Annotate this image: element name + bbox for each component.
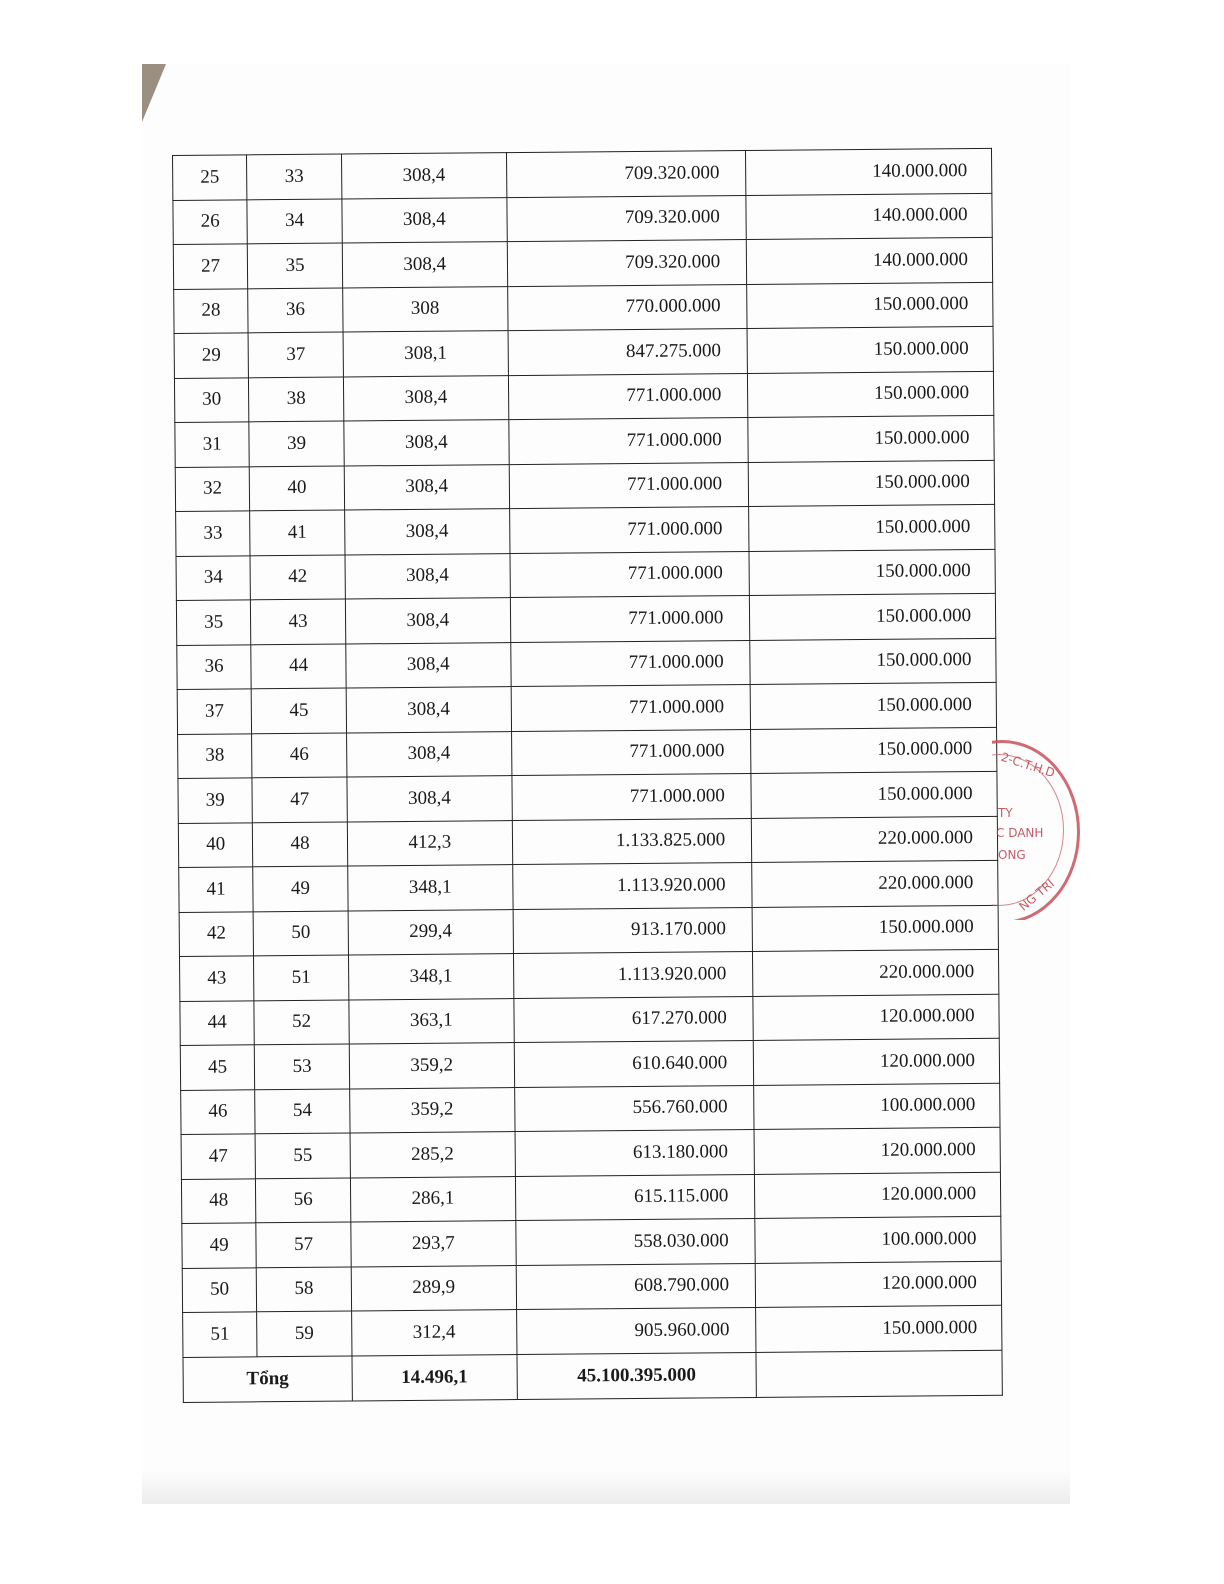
table-row bbox=[183, 1305, 1002, 1357]
lot-number: 35 bbox=[248, 243, 343, 288]
lot-number: 38 bbox=[249, 377, 344, 422]
table-row bbox=[182, 1261, 1001, 1313]
row-number: 30 bbox=[174, 377, 249, 422]
seal-text-line: 2-C.T.H.D bbox=[999, 749, 1057, 781]
row-number: 35 bbox=[176, 600, 251, 645]
lot-deposit: 100.000.000 bbox=[754, 1083, 1000, 1130]
lot-price: 771.000.000 bbox=[509, 506, 749, 553]
total-label: Tổng bbox=[183, 1355, 352, 1401]
table-row bbox=[181, 1172, 1000, 1224]
lot-area: 308,4 bbox=[346, 731, 511, 777]
lot-deposit: 150.000.000 bbox=[752, 905, 998, 952]
lot-price: 1.113.920.000 bbox=[513, 951, 753, 998]
total-price: 45.100.395.000 bbox=[517, 1352, 757, 1399]
lot-price: 709.320.000 bbox=[507, 239, 747, 286]
lot-number: 59 bbox=[257, 1311, 352, 1356]
row-number: 31 bbox=[175, 422, 250, 467]
lot-area: 308,4 bbox=[344, 509, 509, 555]
lot-deposit: 120.000.000 bbox=[755, 1261, 1001, 1308]
lot-deposit: 140.000.000 bbox=[746, 193, 992, 240]
lot-area: 412,3 bbox=[347, 820, 512, 866]
lot-area: 348,1 bbox=[348, 865, 513, 911]
row-number: 44 bbox=[180, 1000, 255, 1045]
lot-number: 43 bbox=[251, 599, 346, 644]
table-row bbox=[174, 326, 993, 378]
lot-number: 57 bbox=[256, 1222, 351, 1267]
lot-area: 363,1 bbox=[349, 998, 514, 1044]
lot-price: 1.133.825.000 bbox=[512, 818, 752, 865]
row-number: 50 bbox=[182, 1267, 257, 1312]
row-number: 48 bbox=[181, 1178, 256, 1223]
table-row bbox=[178, 771, 997, 823]
table-row bbox=[179, 905, 998, 957]
lot-price: 709.320.000 bbox=[506, 150, 746, 197]
table-row bbox=[174, 282, 993, 334]
lot-price: 847.275.000 bbox=[508, 328, 748, 375]
row-number: 36 bbox=[177, 644, 252, 689]
lot-area: 359,2 bbox=[349, 1043, 514, 1089]
table-row bbox=[181, 1083, 1000, 1135]
lot-number: 53 bbox=[255, 1044, 350, 1089]
lot-number: 41 bbox=[250, 510, 345, 555]
table-row bbox=[176, 593, 995, 645]
lot-deposit: 220.000.000 bbox=[752, 816, 998, 863]
lot-number: 37 bbox=[248, 332, 343, 377]
total-row bbox=[183, 1350, 1002, 1402]
lot-area: 308,1 bbox=[343, 331, 508, 377]
lot-price: 617.270.000 bbox=[514, 996, 754, 1043]
lot-deposit: 150.000.000 bbox=[751, 727, 997, 774]
seal-text-line: ONG bbox=[998, 848, 1026, 862]
lot-deposit: 100.000.000 bbox=[755, 1216, 1001, 1263]
lot-deposit: 120.000.000 bbox=[755, 1172, 1001, 1219]
lot-price: 613.180.000 bbox=[515, 1129, 755, 1176]
row-number: 41 bbox=[179, 867, 254, 912]
lot-price: 913.170.000 bbox=[513, 907, 753, 954]
lot-area: 308,4 bbox=[341, 153, 506, 199]
lot-price: 1.113.920.000 bbox=[512, 862, 752, 909]
lot-price: 771.000.000 bbox=[510, 640, 750, 687]
lot-price: 771.000.000 bbox=[512, 773, 752, 820]
lot-deposit: 120.000.000 bbox=[753, 1038, 999, 1085]
total-area: 14.496,1 bbox=[352, 1354, 517, 1400]
lot-area: 308,4 bbox=[343, 375, 508, 421]
lot-deposit: 150.000.000 bbox=[750, 593, 996, 640]
table-row bbox=[177, 682, 996, 734]
table-row bbox=[181, 1127, 1000, 1179]
lot-area: 308,4 bbox=[342, 197, 507, 243]
lot-number: 47 bbox=[252, 777, 347, 822]
total-deposit bbox=[756, 1350, 1002, 1397]
lot-deposit: 150.000.000 bbox=[748, 371, 994, 418]
lot-area: 308,4 bbox=[346, 642, 511, 688]
row-number: 34 bbox=[176, 555, 251, 600]
table-row bbox=[176, 504, 995, 556]
lot-deposit: 150.000.000 bbox=[749, 549, 995, 596]
lot-area: 308,4 bbox=[344, 420, 509, 466]
lot-number: 39 bbox=[249, 421, 344, 466]
table-row bbox=[177, 638, 996, 690]
table-row bbox=[173, 237, 992, 289]
lot-number: 40 bbox=[249, 466, 344, 511]
lot-number: 48 bbox=[253, 821, 348, 866]
lot-deposit: 150.000.000 bbox=[750, 638, 996, 685]
lot-deposit: 120.000.000 bbox=[753, 994, 999, 1041]
row-number: 25 bbox=[173, 155, 248, 200]
seal-text-line: TY bbox=[998, 806, 1013, 820]
table-row bbox=[175, 460, 994, 512]
row-number: 29 bbox=[174, 333, 249, 378]
lot-area: 289,9 bbox=[351, 1265, 516, 1311]
lot-price: 771.000.000 bbox=[509, 462, 749, 509]
lot-number: 45 bbox=[251, 688, 346, 733]
lot-area: 308,4 bbox=[345, 598, 510, 644]
table-row bbox=[182, 1216, 1001, 1268]
table-row bbox=[175, 415, 994, 467]
lot-area: 299,4 bbox=[348, 909, 513, 955]
lot-area: 308,4 bbox=[346, 687, 511, 733]
lot-price: 771.000.000 bbox=[510, 551, 750, 598]
lot-deposit: 140.000.000 bbox=[746, 148, 992, 195]
table-row bbox=[180, 994, 999, 1046]
table-row bbox=[179, 949, 998, 1001]
lot-price: 558.030.000 bbox=[515, 1218, 755, 1265]
seal-text-line: NG TRI bbox=[1016, 876, 1057, 914]
table-row bbox=[174, 371, 993, 423]
lot-deposit: 140.000.000 bbox=[746, 237, 992, 284]
company-seal bbox=[992, 740, 1142, 920]
lot-price-table bbox=[172, 148, 1003, 1403]
lot-deposit: 150.000.000 bbox=[748, 415, 994, 462]
table-row bbox=[179, 860, 998, 912]
seal-text-line: C DANH bbox=[996, 826, 1044, 840]
lot-deposit: 150.000.000 bbox=[756, 1305, 1002, 1352]
lot-number: 52 bbox=[254, 999, 349, 1044]
lot-number: 33 bbox=[247, 154, 342, 199]
lot-price-table-container bbox=[172, 148, 1003, 1403]
row-number: 43 bbox=[179, 956, 254, 1001]
lot-deposit: 150.000.000 bbox=[748, 460, 994, 507]
lot-price: 770.000.000 bbox=[507, 284, 747, 331]
lot-number: 46 bbox=[252, 732, 347, 777]
row-number: 33 bbox=[176, 511, 251, 556]
row-number: 45 bbox=[180, 1045, 255, 1090]
table-row bbox=[176, 549, 995, 601]
lot-area: 308,4 bbox=[347, 776, 512, 822]
lot-price: 771.000.000 bbox=[508, 373, 748, 420]
lot-area: 348,1 bbox=[348, 954, 513, 1000]
lot-deposit: 150.000.000 bbox=[750, 682, 996, 729]
lot-price: 610.640.000 bbox=[514, 1040, 754, 1087]
lot-deposit: 220.000.000 bbox=[752, 860, 998, 907]
row-number: 37 bbox=[177, 689, 252, 734]
lot-price: 771.000.000 bbox=[511, 684, 751, 731]
table-row bbox=[178, 816, 997, 868]
lot-area: 312,4 bbox=[351, 1310, 516, 1356]
lot-number: 34 bbox=[247, 199, 342, 244]
lot-number: 55 bbox=[255, 1133, 350, 1178]
row-number: 51 bbox=[183, 1312, 258, 1357]
lot-area: 293,7 bbox=[351, 1221, 516, 1267]
lot-number: 44 bbox=[251, 644, 346, 689]
lot-price: 771.000.000 bbox=[510, 595, 750, 642]
lot-price: 556.760.000 bbox=[514, 1085, 754, 1132]
row-number: 26 bbox=[173, 199, 248, 244]
lot-deposit: 150.000.000 bbox=[747, 282, 993, 329]
lot-number: 36 bbox=[248, 288, 343, 333]
lot-deposit: 150.000.000 bbox=[747, 326, 993, 373]
row-number: 40 bbox=[178, 822, 253, 867]
row-number: 32 bbox=[175, 466, 250, 511]
row-number: 42 bbox=[179, 911, 254, 956]
lot-price: 615.115.000 bbox=[515, 1174, 755, 1221]
table-body bbox=[173, 148, 1002, 1357]
row-number: 28 bbox=[174, 288, 249, 333]
lot-price: 771.000.000 bbox=[509, 417, 749, 464]
lot-number: 58 bbox=[256, 1266, 351, 1311]
row-number: 46 bbox=[181, 1089, 256, 1134]
table-row bbox=[173, 193, 992, 245]
page-corner-shadow bbox=[142, 64, 166, 122]
lot-number: 54 bbox=[255, 1088, 350, 1133]
lot-price: 709.320.000 bbox=[507, 195, 747, 242]
page-bottom-shadow bbox=[142, 1470, 1070, 1504]
lot-deposit: 220.000.000 bbox=[753, 949, 999, 996]
lot-number: 42 bbox=[250, 555, 345, 600]
lot-area: 285,2 bbox=[350, 1132, 515, 1178]
row-number: 49 bbox=[182, 1223, 257, 1268]
lot-area: 286,1 bbox=[350, 1176, 515, 1222]
table-row bbox=[180, 1038, 999, 1090]
lot-number: 51 bbox=[254, 955, 349, 1000]
row-number: 39 bbox=[178, 778, 253, 823]
lot-deposit: 150.000.000 bbox=[749, 504, 995, 551]
lot-area: 359,2 bbox=[350, 1087, 515, 1133]
lot-area: 308,4 bbox=[345, 553, 510, 599]
lot-number: 49 bbox=[253, 866, 348, 911]
table-row bbox=[178, 727, 997, 779]
lot-number: 50 bbox=[253, 910, 348, 955]
lot-deposit: 120.000.000 bbox=[754, 1127, 1000, 1174]
lot-number: 56 bbox=[256, 1177, 351, 1222]
row-number: 38 bbox=[178, 733, 253, 778]
table-row bbox=[173, 148, 992, 200]
row-number: 47 bbox=[181, 1134, 256, 1179]
lot-price: 771.000.000 bbox=[511, 729, 751, 776]
lot-price: 905.960.000 bbox=[516, 1307, 756, 1354]
lot-price: 608.790.000 bbox=[516, 1263, 756, 1310]
row-number: 27 bbox=[173, 244, 248, 289]
lot-area: 308,4 bbox=[342, 242, 507, 288]
lot-deposit: 150.000.000 bbox=[751, 771, 997, 818]
lot-area: 308,4 bbox=[344, 464, 509, 510]
lot-area: 308 bbox=[343, 286, 508, 332]
